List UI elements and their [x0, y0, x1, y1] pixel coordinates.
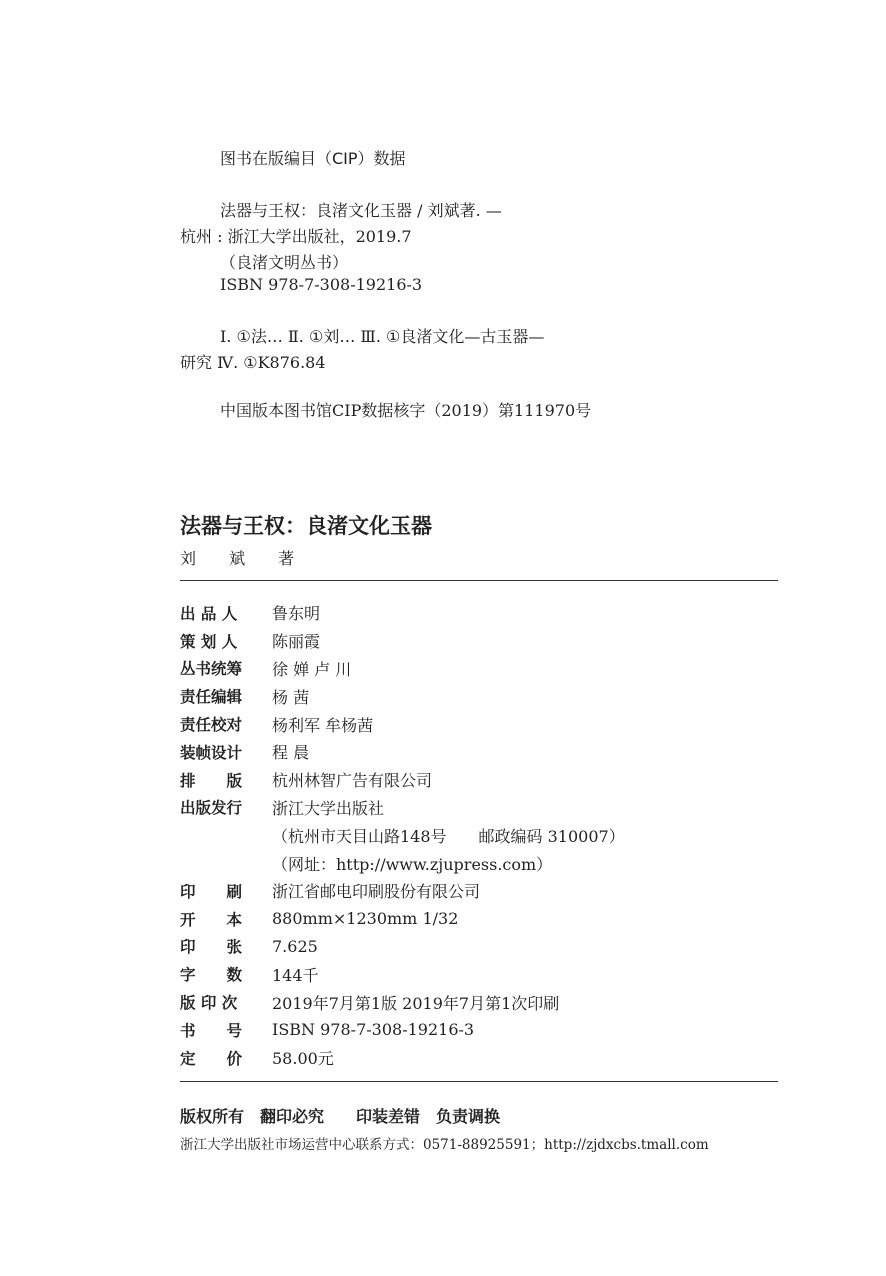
imprint-label: 印 张	[180, 938, 243, 957]
imprint-value: 杨 茜	[272, 687, 310, 707]
imprint-value: 徐 婵 卢 川	[272, 659, 352, 679]
imprint-table	[180, 599, 780, 1072]
imprint-row	[180, 599, 780, 627]
cip-line: Ⅰ. ①法… Ⅱ. ①刘… Ⅲ. ①良渚文化—古玉器—	[220, 327, 545, 346]
imprint-value: 7.625	[272, 936, 318, 956]
imprint-value: 58.00元	[272, 1049, 334, 1069]
cip-line: （良渚文明丛书）	[220, 253, 349, 272]
imprint-value: 杭州林智广告有限公司	[272, 771, 433, 791]
imprint-label: 印 刷	[180, 882, 243, 901]
imprint-label: 出 品 人	[180, 604, 238, 623]
imprint-value: 浙江省邮电印刷股份有限公司	[272, 882, 481, 902]
divider-top	[180, 580, 778, 581]
cip-line: 法器与王权：良渚文化玉器 / 刘斌著. —	[220, 201, 502, 220]
imprint-value: 144千	[272, 965, 319, 985]
imprint-row	[180, 710, 780, 738]
imprint-label: 出版发行	[180, 799, 243, 818]
imprint-row	[180, 960, 780, 988]
imprint-value: 程 晨	[272, 743, 310, 763]
imprint-row	[180, 988, 780, 1016]
book-author: 刘 斌 著	[180, 549, 309, 568]
imprint-row	[180, 933, 780, 961]
cip-heading: 图书在版编目（CIP）数据	[220, 149, 406, 168]
imprint-label: 策 划 人	[180, 632, 238, 651]
imprint-row	[180, 655, 780, 683]
imprint-value: 2019年7月第1版 2019年7月第1次印刷	[272, 993, 560, 1013]
imprint-label: 丛书统筹	[180, 660, 243, 679]
cip-line: 研究 Ⅳ. ①K876.84	[180, 353, 326, 372]
imprint-value: 浙江大学出版社	[272, 798, 385, 818]
imprint-value: （网址：http://www.zjupress.com）	[272, 854, 553, 874]
imprint-label: 装帧设计	[180, 743, 243, 762]
imprint-row	[180, 877, 780, 905]
cip-line: 杭州 : 浙江大学出版社，2019.7	[180, 227, 412, 246]
imprint-row	[180, 905, 780, 933]
imprint-value: 鲁东明	[272, 604, 321, 624]
imprint-row	[180, 1016, 780, 1044]
imprint-row	[180, 1044, 780, 1072]
imprint-row	[180, 738, 780, 766]
cip-line: 中国版本图书馆CIP数据核字（2019）第111970号	[220, 401, 592, 420]
imprint-label: 版 印 次	[180, 994, 238, 1013]
imprint-value: 880mm×1230mm 1/32	[272, 909, 459, 929]
cip-line: ISBN 978-7-308-19216-3	[220, 275, 423, 294]
imprint-label: 书 号	[180, 1021, 243, 1040]
divider-bottom	[180, 1081, 778, 1082]
imprint-label: 责任校对	[180, 716, 243, 735]
imprint-row	[180, 682, 780, 710]
imprint-value: 陈丽霞	[272, 632, 321, 652]
imprint-value: 杨利军 牟杨茜	[272, 715, 374, 735]
imprint-label: 开 本	[180, 910, 243, 929]
imprint-value: ISBN 978-7-308-19216-3	[272, 1020, 475, 1040]
imprint-row	[180, 849, 780, 877]
imprint-label: 定 价	[180, 1049, 243, 1068]
imprint-row	[180, 821, 780, 849]
imprint-label: 排 版	[180, 771, 243, 790]
imprint-row	[180, 794, 780, 822]
imprint-row	[180, 627, 780, 655]
imprint-row	[180, 766, 780, 794]
imprint-value: （杭州市天目山路148号 邮政编码 310007）	[272, 826, 625, 846]
contact-info: 浙江大学出版社市场运营中心联系方式：0571-88925591；http://zjdxcbs.tmall.com	[180, 1137, 709, 1153]
rights-notice: 版权所有 翻印必究 印装差错 负责调换	[180, 1107, 501, 1126]
imprint-label: 责任编辑	[180, 688, 243, 707]
book-title: 法器与王权：良渚文化玉器	[180, 514, 432, 538]
imprint-label: 字 数	[180, 966, 243, 985]
